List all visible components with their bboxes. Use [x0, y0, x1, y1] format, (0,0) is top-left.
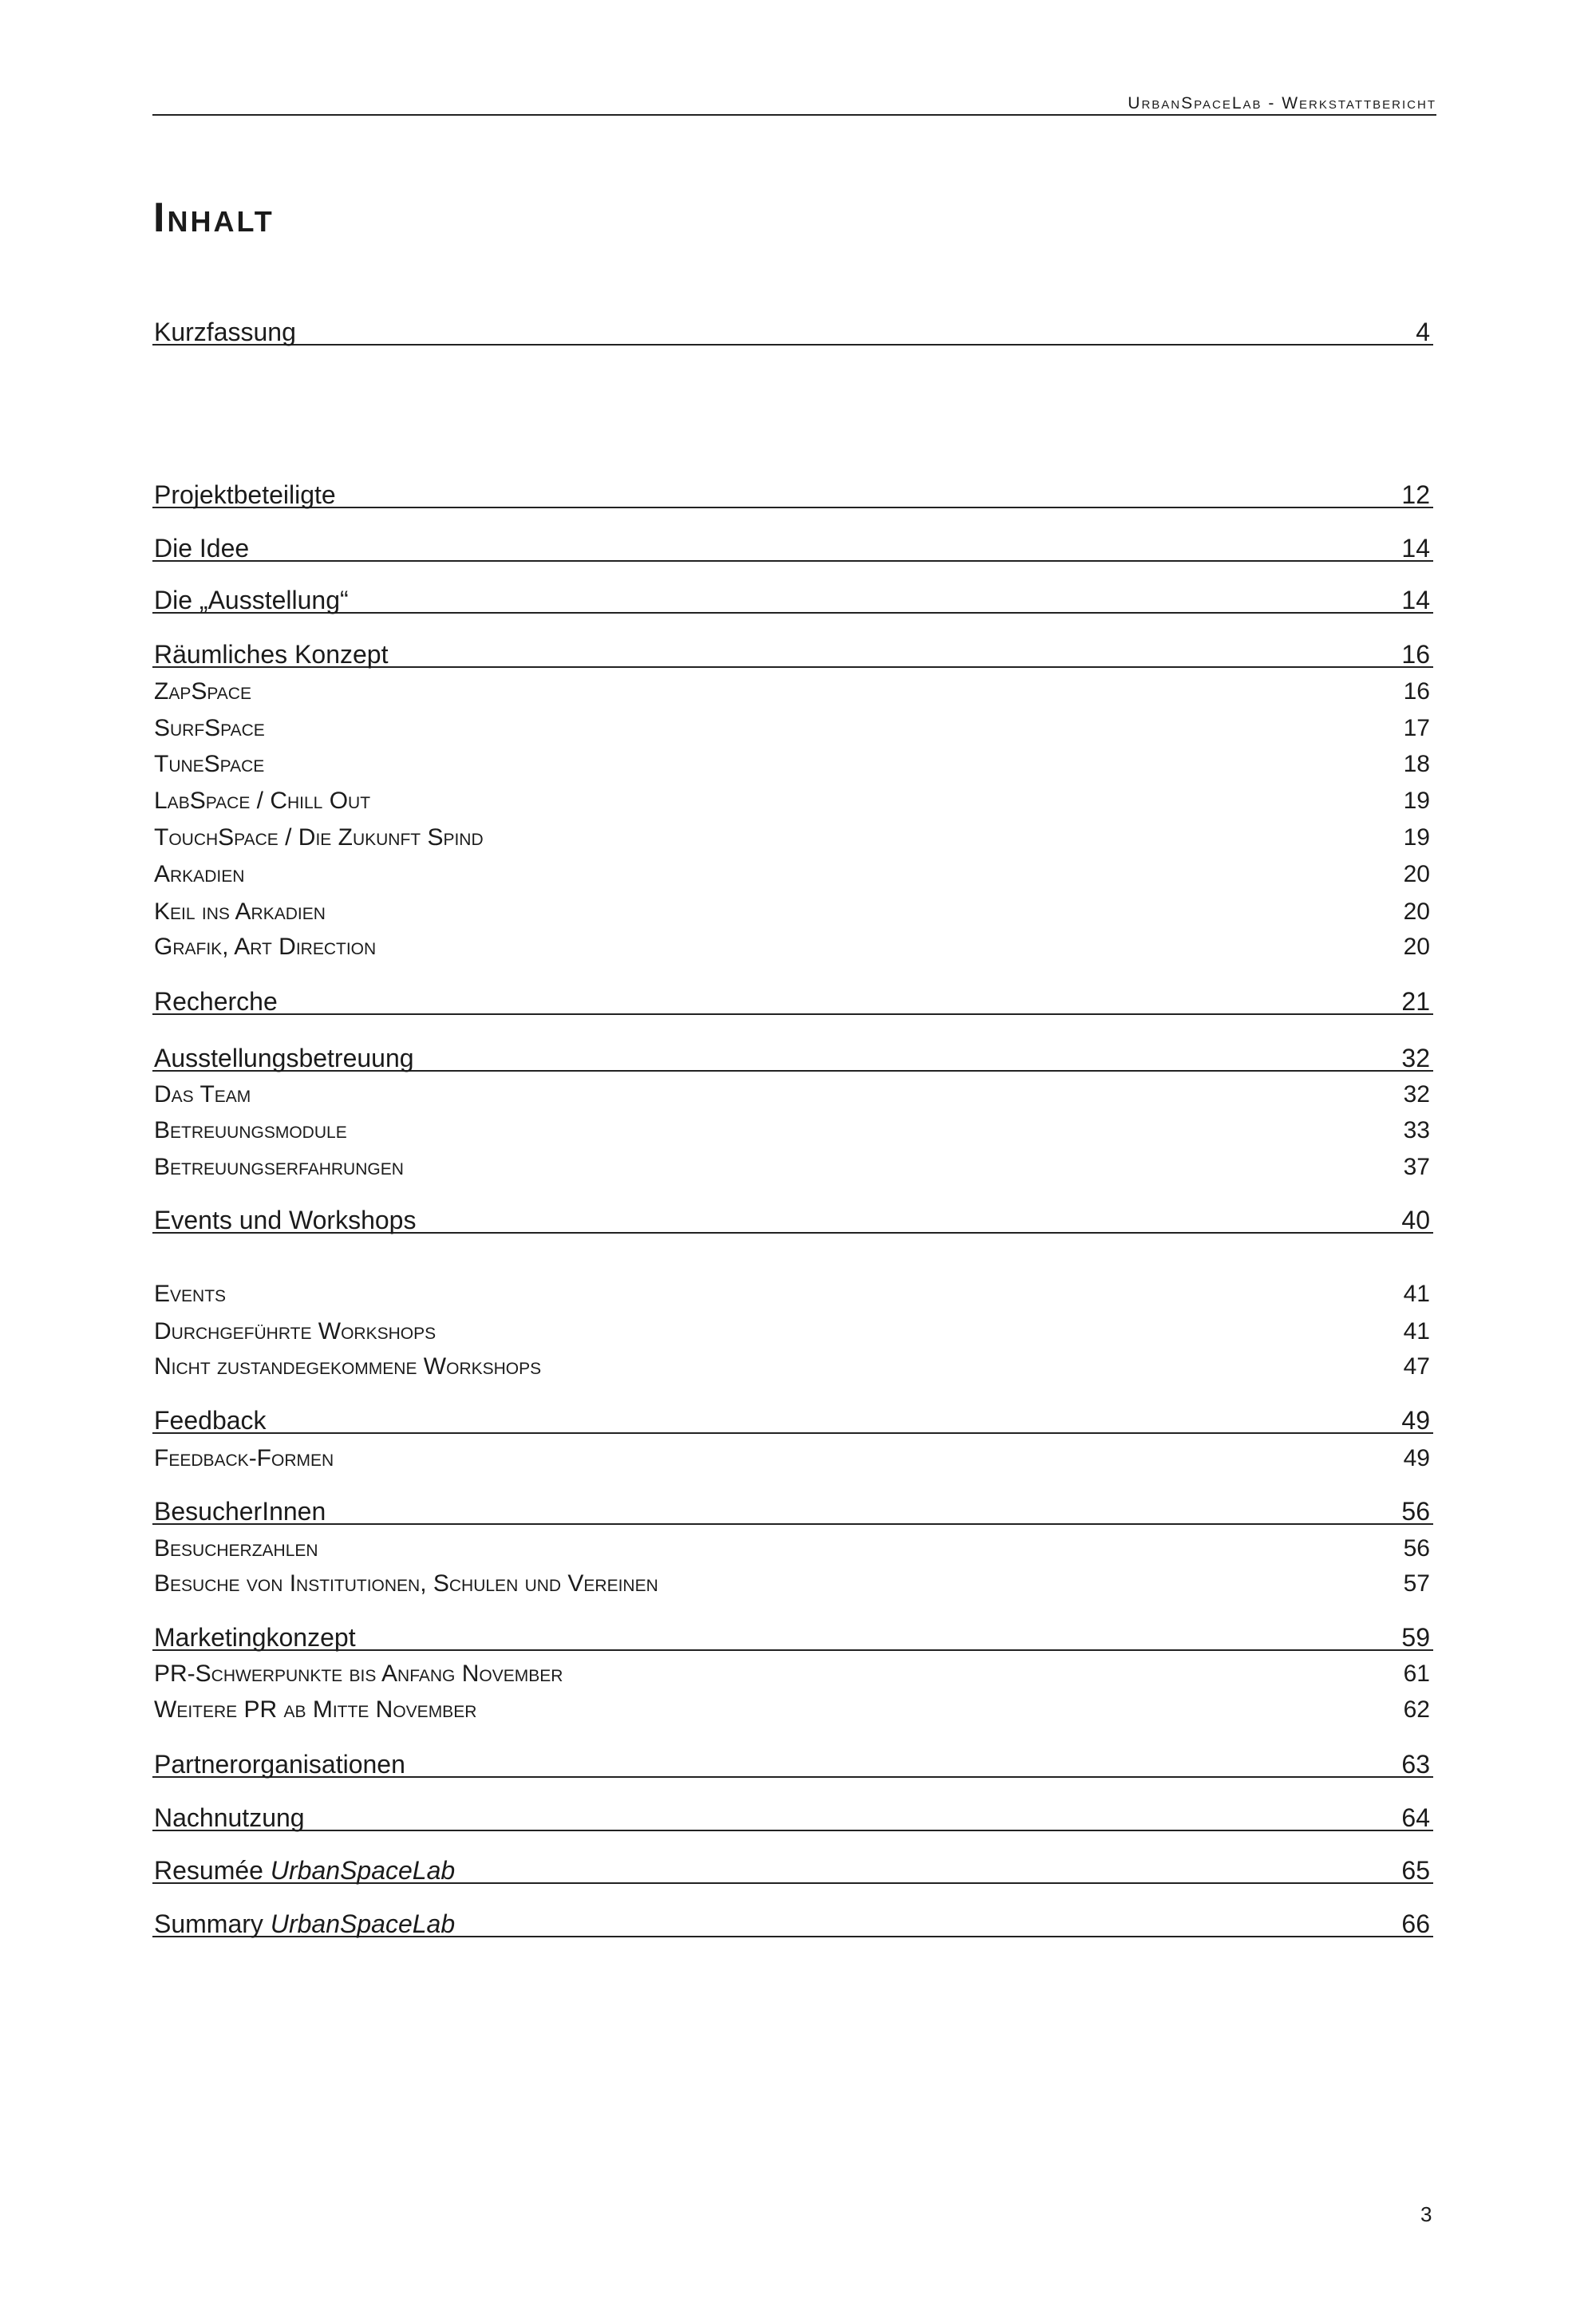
- toc-entry: [152, 1749, 1433, 1778]
- toc-subentry-title: ZapSpace: [154, 678, 251, 705]
- toc-entry: [152, 1205, 1433, 1234]
- page-title: Inhalt: [153, 195, 275, 241]
- toc-entry-page: 40: [1401, 1206, 1430, 1234]
- toc-entry-page: 63: [1401, 1750, 1430, 1779]
- toc-subentry-page: 41: [1403, 1281, 1430, 1307]
- toc-entry-page: 12: [1401, 480, 1430, 509]
- toc-subentry-page: 17: [1403, 715, 1430, 741]
- toc-entry-page: 16: [1401, 640, 1430, 669]
- running-header-title: UrbanSpaceLab - Werkstattbericht: [1128, 94, 1436, 113]
- toc-entry-title: Projektbeteiligte: [154, 480, 336, 509]
- toc-subentry: [152, 746, 1433, 783]
- toc-entry-title: Partnerorganisationen: [154, 1750, 405, 1779]
- toc-entry-page: 14: [1401, 534, 1430, 563]
- toc-entry-title: Feedback: [154, 1406, 267, 1435]
- toc-subentry-title: Weitere PR ab Mitte November: [154, 1696, 477, 1723]
- toc-subentry-title: Besucherzahlen: [154, 1535, 318, 1562]
- toc-subentry-page: 62: [1403, 1696, 1430, 1723]
- toc-entry-title: [152, 1909, 455, 1939]
- toc-subentry-title: Feedback-Formen: [154, 1445, 334, 1471]
- toc-subentry-page: 19: [1403, 788, 1430, 814]
- toc-subentry-title: Besuche von Institutionen, Schulen und Vereinen: [154, 1570, 658, 1597]
- toc-subentry: [152, 710, 1433, 747]
- toc-subentry-page: 19: [1403, 824, 1430, 851]
- toc-subentry: [152, 1149, 1433, 1186]
- toc-entry: [152, 986, 1433, 1015]
- toc-subentry: [152, 1440, 1433, 1477]
- toc-entry-title: Die Idee: [154, 534, 250, 563]
- toc-entry: [152, 1405, 1433, 1434]
- toc-subentry-title: Betreuungsmodule: [154, 1117, 347, 1143]
- toc-subentry-title: Events: [154, 1281, 227, 1307]
- toc-subentry-page: 49: [1403, 1445, 1430, 1471]
- toc-entry-page: 64: [1401, 1803, 1430, 1832]
- toc-subentry-page: 16: [1403, 678, 1430, 705]
- toc-entry-page: 49: [1401, 1406, 1430, 1435]
- toc-entry-title: Recherche: [154, 987, 278, 1016]
- toc-subentry-title: Grafik, Art Direction: [154, 934, 377, 960]
- toc-entry: [152, 317, 1433, 346]
- toc-entry-page: 4: [1416, 318, 1430, 346]
- toc-subentry-page: 20: [1403, 861, 1430, 887]
- toc-entry-title: Räumliches Konzept: [154, 640, 389, 669]
- toc-subentry: [152, 673, 1433, 710]
- toc-subentry: [152, 819, 1433, 856]
- toc-subentry: [152, 894, 1433, 930]
- toc-entry-title: BesucherInnen: [154, 1497, 326, 1526]
- toc-subentry: [152, 783, 1433, 819]
- header-rule: [152, 114, 1436, 116]
- toc-entry: [152, 1622, 1433, 1651]
- toc-entry-title-text: Resumée: [154, 1856, 263, 1885]
- toc-subentry: [152, 1313, 1433, 1350]
- toc-entry-page: 21: [1401, 987, 1430, 1016]
- toc-subentry: [152, 1530, 1433, 1567]
- toc-subentry-page: 20: [1403, 934, 1430, 960]
- toc-entry-page: 14: [1401, 586, 1430, 614]
- toc-entry: [152, 533, 1433, 562]
- toc-entry: [152, 585, 1433, 614]
- toc-subentry-page: 37: [1403, 1154, 1430, 1180]
- toc-subentry: [152, 1349, 1433, 1385]
- toc-entry: [152, 1043, 1433, 1072]
- toc-subentry-title: Nicht zustandegekommene Workshops: [154, 1353, 542, 1380]
- toc-entry-title: [152, 1855, 455, 1886]
- toc-entry-title: Kurzfassung: [154, 318, 296, 346]
- toc-subentry: [152, 1112, 1433, 1149]
- toc-entry-title: Nachnutzung: [154, 1803, 305, 1832]
- toc-entry: [152, 1855, 1433, 1884]
- toc-subentry-page: 18: [1403, 751, 1430, 777]
- toc-entry-title-italic: UrbanSpaceLab: [270, 1909, 456, 1938]
- toc-subentry-title: Durchgeführte Workshops: [154, 1318, 437, 1345]
- toc-entry-page: 56: [1401, 1497, 1430, 1526]
- toc-subentry-title: Keil ins Arkadien: [154, 898, 326, 925]
- toc-entry: [152, 1496, 1433, 1525]
- toc-entry: [152, 639, 1433, 668]
- toc-subentry-title: TouchSpace / Die Zukunft Spind: [154, 824, 484, 851]
- toc-subentry-title: Betreuungserfahrungen: [154, 1154, 404, 1180]
- toc-subentry-title: TuneSpace: [154, 751, 265, 777]
- toc-subentry-page: 32: [1403, 1081, 1430, 1108]
- toc-subentry: [152, 929, 1433, 966]
- toc-entry-title-text: Summary: [154, 1909, 263, 1938]
- toc-subentry: [152, 1276, 1433, 1313]
- toc-subentry-page: 61: [1403, 1661, 1430, 1687]
- toc-subentry-page: 47: [1403, 1353, 1430, 1380]
- toc-subentry-title: SurfSpace: [154, 715, 265, 741]
- toc-subentry-page: 33: [1403, 1117, 1430, 1143]
- toc-subentry: [152, 1566, 1433, 1602]
- toc-entry-page: 59: [1401, 1623, 1430, 1652]
- toc-entry-title-italic: UrbanSpaceLab: [270, 1856, 456, 1885]
- toc-subentry-page: 56: [1403, 1535, 1430, 1562]
- toc-entry: [152, 1803, 1433, 1831]
- toc-entry-page: 66: [1401, 1909, 1430, 1938]
- toc-entry-page: 65: [1401, 1856, 1430, 1885]
- toc-entry-page: 32: [1401, 1044, 1430, 1072]
- toc-entry-title: Events und Workshops: [154, 1206, 417, 1234]
- toc-entry-title: Marketingkonzept: [154, 1623, 356, 1652]
- toc-subentry: [152, 1076, 1433, 1113]
- toc-subentry-title: PR-Schwerpunkte bis Anfang November: [154, 1661, 563, 1687]
- toc-subentry-page: 57: [1403, 1570, 1430, 1597]
- toc-subentry: [152, 856, 1433, 893]
- toc-subentry-title: LabSpace / Chill Out: [154, 788, 371, 814]
- toc-subentry: [152, 1656, 1433, 1692]
- toc-entry: [152, 480, 1433, 508]
- page-number: 3: [1420, 2202, 1432, 2226]
- toc-entry-title: Die „Ausstellung“: [154, 586, 349, 614]
- toc-subentry-page: 41: [1403, 1318, 1430, 1345]
- toc-subentry-title: Das Team: [154, 1081, 251, 1108]
- toc-subentry-title: Arkadien: [154, 861, 245, 887]
- toc-entry: [152, 1909, 1433, 1937]
- toc-subentry-page: 20: [1403, 898, 1430, 925]
- toc-entry-title: Ausstellungsbetreuung: [154, 1044, 414, 1072]
- toc-subentry: [152, 1692, 1433, 1728]
